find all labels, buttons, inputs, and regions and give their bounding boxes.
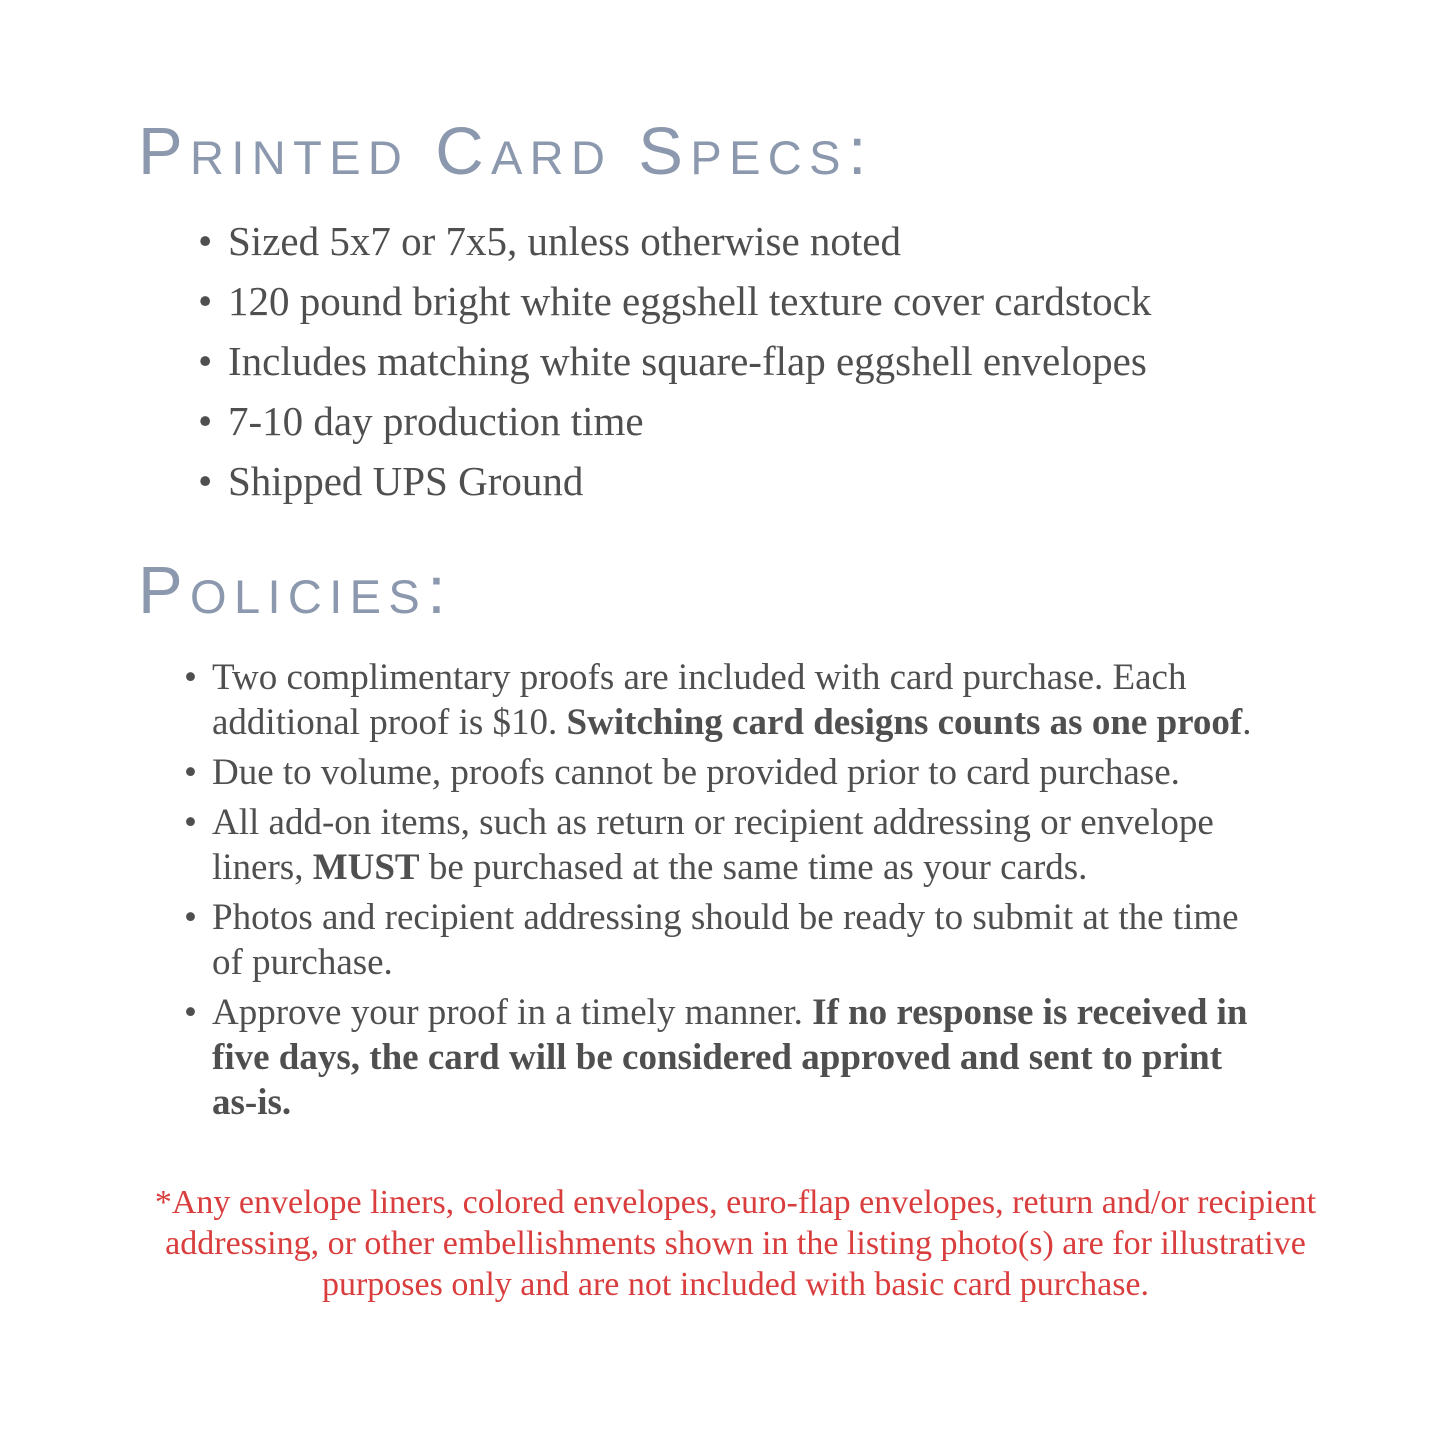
specs-list bbox=[202, 211, 1333, 511]
spec-item: • Shipped UPS Ground bbox=[202, 451, 1333, 511]
body-text: All add-on items, such as return or recipient addressing or envelope liners, bbox=[212, 802, 1214, 888]
policy-item bbox=[188, 895, 1263, 985]
body-text: Two complimentary proofs are included with card purchase. Each additional proof is $10. bbox=[212, 657, 1187, 743]
disclaimer-text: *Any envelope liners, colored envelopes, euro-flap envelopes, return and/or recipient addressing, or other embellishments shown in the listing photo(s) are for illustrative purposes only and are not included with basic card purchase. bbox=[154, 1184, 1317, 1303]
policy-item bbox=[188, 655, 1263, 745]
spec-item: • Sized 5x7 or 7x5, unless otherwise noted bbox=[202, 211, 1333, 271]
body-text: Due to volume, proofs cannot be provided prior to card purchase. bbox=[212, 752, 1180, 793]
emphasis-text: If no response is received in five days, the card will be considered approved and sent to print as-is. bbox=[212, 992, 1248, 1123]
specs-heading: Printed Card Specs: bbox=[138, 114, 874, 189]
spec-item: • 7-10 day production time bbox=[202, 391, 1333, 451]
body-text: be purchased at the same time as your cards. bbox=[419, 847, 1088, 888]
body-text: . bbox=[1242, 702, 1252, 743]
policies-list bbox=[188, 655, 1263, 1125]
emphasis-text: MUST bbox=[312, 847, 420, 888]
spec-item: • Includes matching white square-flap eggshell envelopes bbox=[202, 331, 1333, 391]
emphasis-text: Switching card designs counts as one proof bbox=[566, 702, 1243, 743]
body-text: Photos and recipient addressing should be ready to submit at the time of purchase. bbox=[212, 897, 1239, 983]
policies-heading: Policies: bbox=[138, 553, 454, 628]
policy-item bbox=[188, 750, 1263, 795]
policy-item bbox=[188, 990, 1263, 1125]
body-text: Approve your proof in a timely manner. bbox=[212, 992, 813, 1033]
spec-item: • 120 pound bright white eggshell texture cover cardstock bbox=[202, 271, 1333, 331]
policy-item bbox=[188, 800, 1263, 890]
